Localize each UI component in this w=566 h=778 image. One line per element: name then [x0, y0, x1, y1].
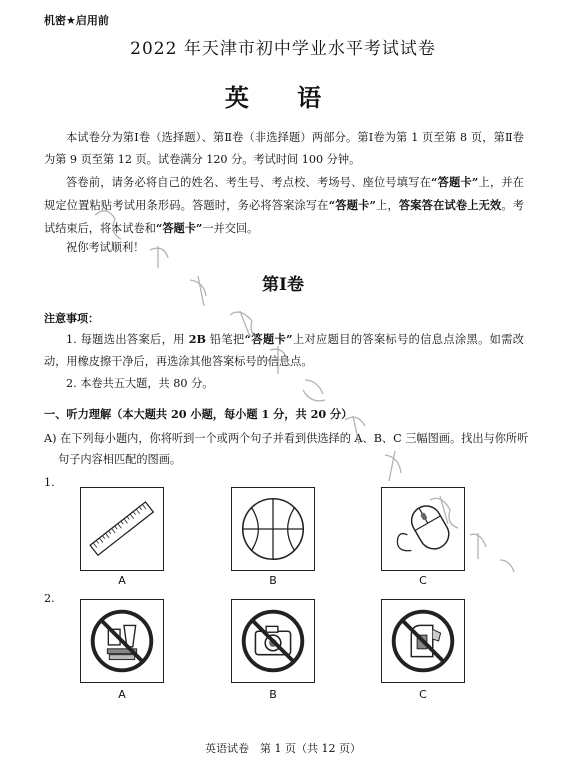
option-picture[interactable] [231, 599, 315, 683]
option-label: C [419, 574, 427, 587]
option-picture[interactable] [80, 599, 164, 683]
question-number: 2. [44, 592, 55, 605]
no-food-drink-icon [81, 600, 163, 682]
computer-mouse-icon [382, 488, 464, 570]
notice-item-1: 1. 每题选出答案后，用 2B 铅笔把“答题卡”上对应题目的答案标号的信息点涂黑。如需改动，用橡皮擦干净后，再选涂其他答案标号的信息点。 [44, 332, 524, 368]
question-number: 1. [44, 476, 55, 489]
no-camera-icon [232, 600, 314, 682]
intro-paragraph-2: 答卷前，请务必将自己的姓名、考生号、考点校、考场号、座位号填写在“答题卡”上，并在规定位置粘贴考试用条形码。答题时，务必将答案涂写在“答题卡”上，答案答在试卷上无效。考试结束后，将本试卷和“答题卡”一并交回。 [44, 175, 524, 235]
volume-title: 第Ⅰ卷 [262, 275, 304, 295]
option-label: B [269, 688, 277, 701]
basketball-icon [232, 488, 314, 570]
option-picture[interactable] [381, 599, 465, 683]
intro-paragraph-1: 本试卷分为第Ⅰ卷（选择题）、第Ⅱ卷（非选择题）两部分。第Ⅰ卷为第 1 页至第 8 页，第Ⅱ卷为第 9 页至第 12 页。试卷满分 120 分。考试时间 100 分钟。 [44, 131, 524, 166]
exam-title: 2022 年天津市初中学业水平考试试卷 [130, 39, 436, 59]
notice-item-2: 2. 本卷共五大题，共 80 分。 [66, 377, 214, 390]
confidential-label: 机密★启用前 [44, 14, 109, 27]
option-picture[interactable] [381, 487, 465, 571]
option-label: A [118, 688, 126, 701]
page-footer: 英语试卷 第 1 页（共 12 页） [205, 742, 361, 755]
option-label: C [419, 688, 427, 701]
section-title: 一、听力理解（本大题共 20 小题，每小题 1 分，共 20 分） [44, 407, 353, 421]
option-picture[interactable] [231, 487, 315, 571]
option-picture[interactable] [80, 487, 164, 571]
good-luck-text: 祝你考试顺利！ [66, 241, 145, 254]
option-label: A [118, 574, 126, 587]
ruler-icon [81, 488, 163, 570]
part-a-instruction: A) 在下列每小题内，你将听到一个或两个句子并看到供选择的 A、B、C 三幅图画。找出与你所听句子内容相匹配的图画。 [44, 432, 529, 466]
subject-title: 英 语 [224, 83, 342, 112]
no-pets-icon [382, 600, 464, 682]
notice-heading: 注意事项： [44, 312, 99, 325]
option-label: B [269, 574, 277, 587]
